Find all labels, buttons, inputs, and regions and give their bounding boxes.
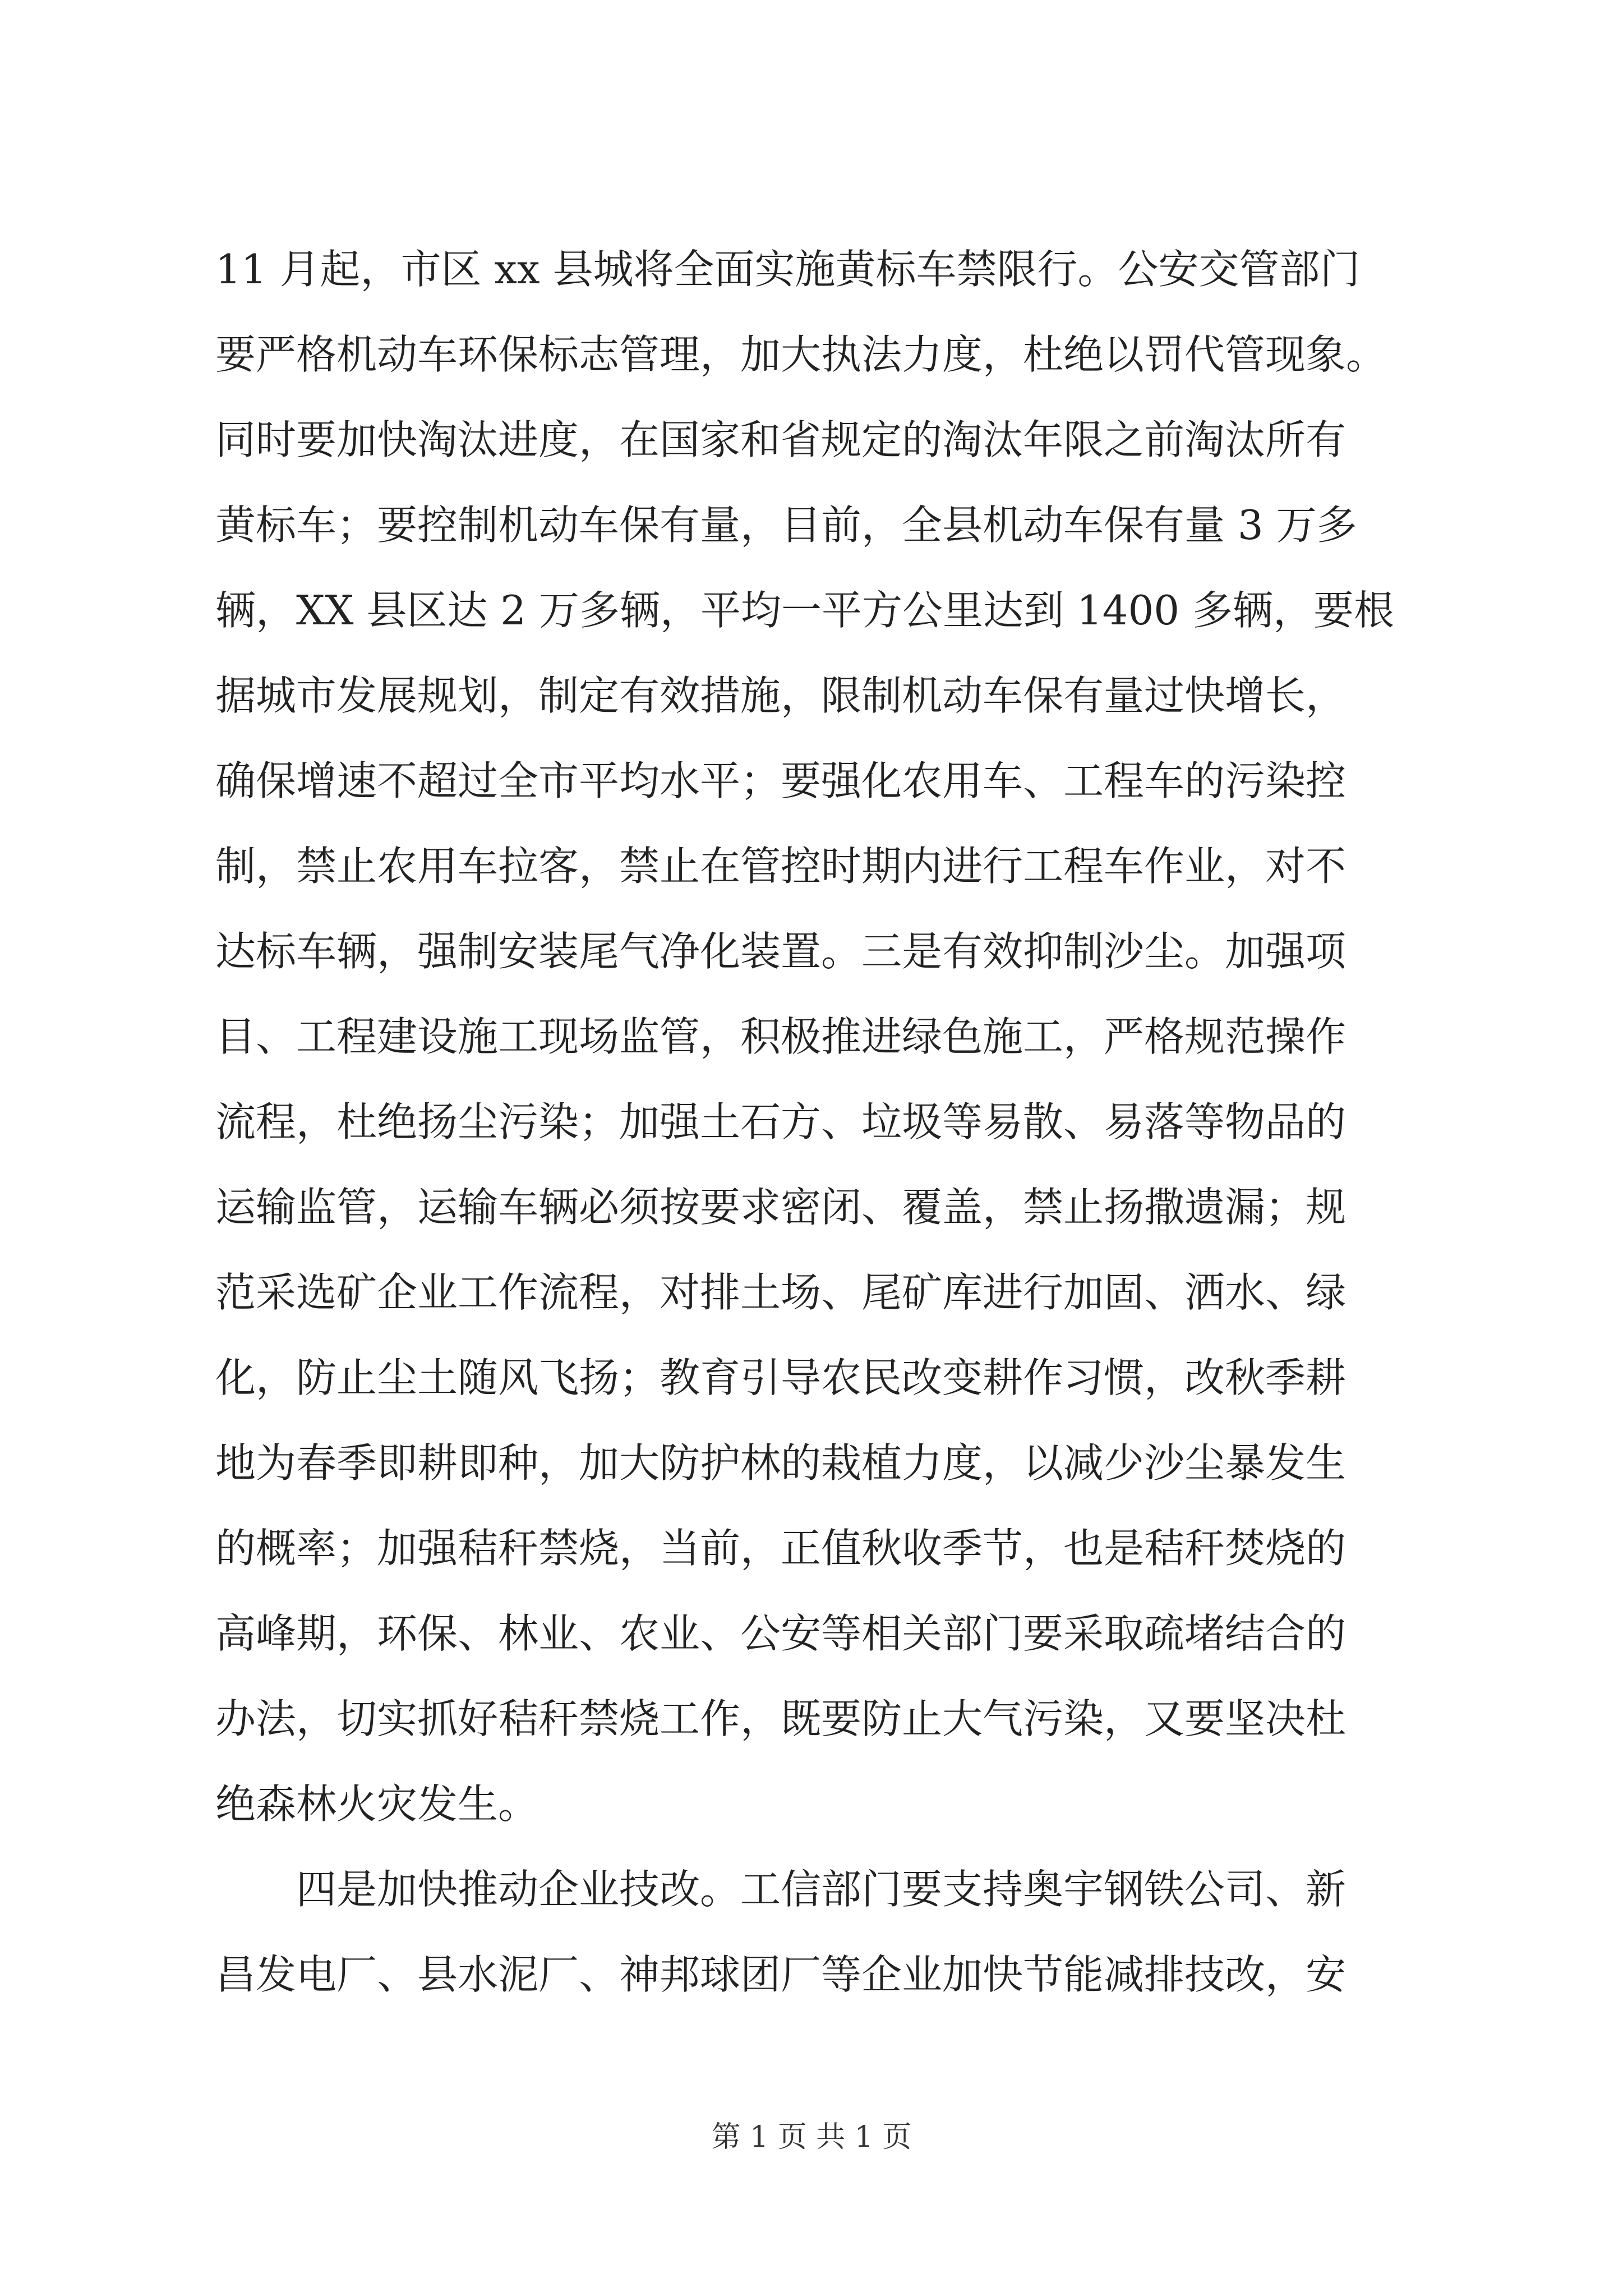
text-line: 据城市发展规划，制定有效措施，限制机动车保有量过快增长， — [215, 672, 1347, 719]
text-line: 流程，杜绝扬尘污染；加强土石方、垃圾等易散、易落等物品的 — [215, 1098, 1347, 1145]
text-line: 确保增速不超过全市平均水平；要强化农用车、工程车的污染控 — [215, 757, 1347, 804]
text-line: 办法，切实抓好秸秆禁烧工作，既要防止大气污染，又要坚决杜 — [215, 1695, 1347, 1742]
text-line: 运输监管，运输车辆必须按要求密闭、覆盖，禁止扬撒遗漏；规 — [215, 1184, 1347, 1231]
text-line: 制，禁止农用车拉客，禁止在管控时期内进行工程车作业，对不 — [215, 843, 1347, 890]
text-line: 黄标车；要控制机动车保有量，目前，全县机动车保有量 3 万多 — [215, 501, 1357, 549]
text-line: 辆，XX 县区达 2 万多辆，平均一平方公里达到 1400 多辆，要根 — [215, 587, 1394, 634]
body-text — [215, 227, 1415, 2017]
text-line: 要严格机动车环保标志管理，加大执法力度，杜绝以罚代管现象。 — [215, 331, 1387, 378]
text-line: 目、工程建设施工现场监管，积极推进绿色施工，严格规范操作 — [215, 1013, 1347, 1060]
text-line: 高峰期，环保、林业、农业、公安等相关部门要采取疏堵结合的 — [215, 1610, 1347, 1657]
text-line: 绝森林火灾发生。 — [215, 1780, 539, 1828]
page-number-label: 第 1 页 共 1 页 — [711, 2120, 912, 2154]
text-line: 同时要加快淘汰进度，在国家和省规定的淘汰年限之前淘汰所有 — [215, 416, 1347, 463]
text-line: 昌发电厂、县水泥厂、神邦球团厂等企业加快节能减排技改，安 — [215, 1951, 1347, 1998]
text-line: 地为春季即耕即种，加大防护林的栽植力度，以减少沙尘暴发生 — [215, 1439, 1347, 1487]
text-line: 化，防止尘土随风飞扬；教育引导农民改变耕作习惯，改秋季耕 — [215, 1354, 1347, 1401]
page-footer — [0, 2118, 1623, 2157]
text-line: 11 月起，市区 xx 县城将全面实施黄标车禁限行。公安交管部门 — [215, 246, 1361, 293]
text-line: 四是加快推动企业技改。工信部门要支持奥宇钢铁公司、新 — [296, 1866, 1347, 1913]
text-line: 达标车辆，强制安装尾气净化装置。三是有效抑制沙尘。加强项 — [215, 928, 1347, 975]
text-line: 的概率；加强秸秆禁烧，当前，正值秋收季节，也是秸秆焚烧的 — [215, 1525, 1347, 1572]
text-line: 范采选矿企业工作流程，对排土场、尾矿库进行加固、洒水、绿 — [215, 1269, 1347, 1316]
